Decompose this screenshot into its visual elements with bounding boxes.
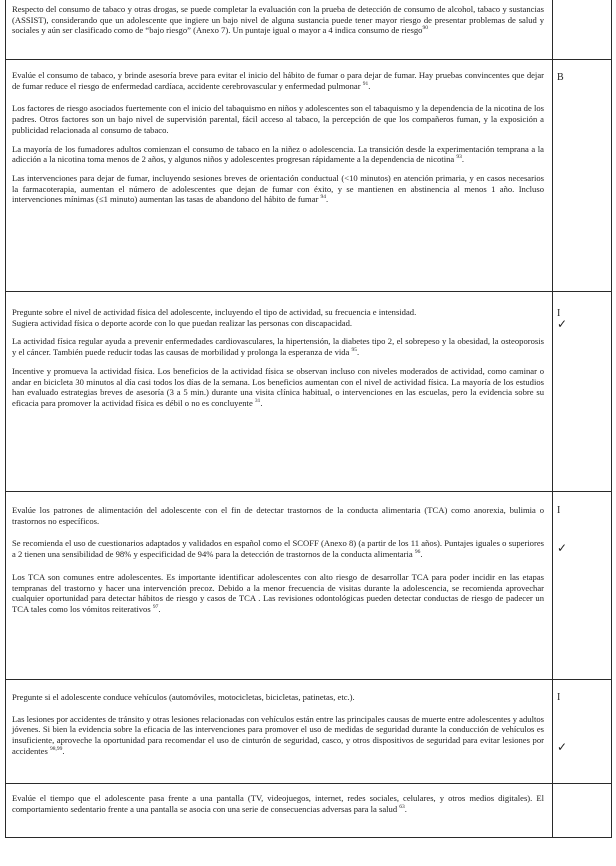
check-icon: ✓ — [557, 541, 568, 555]
check-icon: ✓ — [557, 317, 568, 331]
recommendation-text: Evalúe el consumo de tabaco, y brinde asesoría breve para evitar el inicio del hábito de fumar o para dejar de fumar. Hay pruebas convincentes que dejar de fumar reduce el riesgo de enfermedad cardíaca, accidente cerebrovascular y enfermedad pulmonar $^{91}$. Los factores de riesgo asociados fuertemente con el inicio del tabaquismo en niños y adolescentes son el tabaquismo y la dependencia de la nicotina de los padres. Otros factores son un bajo nivel de supervisión parental, fácil acceso al tabaco, la percepción de que los compañeros fuman, y la exposición a publicidad relacionada al consumo de tabaco. La mayoría de los fumadores adultos comienzan el consumo de tabaco en la niñez o adolescencia. La transición desde la experimentación temprana a la adicción a la nicotina toma menos de 2 años, y algunos niños y adolescentes progresan rápidamente a la dependencia de nicotina $^{93}$. Las intervenciones para dejar de fumar, incluyendo sesiones breves de orientación conductual (<10 minutos) en atención primaria, y en casos necesarios la farmacoterapia, aumentan el número de adolescentes que dejan de fumar con éxito, y se mantienen en abstinencia al menos 1 año. Incluso intervenciones mínimas (≤1 minuto) aumentan las tasas de abandono del hábito de fumar $^{94}$. — [12, 70, 544, 205]
evidence-grade: B — [557, 72, 564, 83]
evidence-grade: I — [557, 505, 561, 516]
evidence-grade: I — [557, 692, 561, 703]
recommendation-text: Evalúe el tiempo que el adolescente pasa frente a una pantalla (TV, videojuegos, internet, redes sociales, celulares, y otros medios digitales). El comportamiento sedentario frente a una pantalla se asocia con una serie de consecuencias adversas para la salud $^{63}$. — [12, 793, 544, 814]
recommendation-text: Respecto del consumo de tabaco y otras drogas, se puede completar la evaluación con la prueba de detección de consumo de alcohol, tabaco y sustancias (ASSIST), considerando que un adolescente que ingiere un bajo nivel de alguna sustancia puede tener mayor riesgo de presentar problemas de salud y sociales y aún ser clasificado como de “bajo riesgo” (Anexo 7). Un puntaje igual o mayor a 4 indica consumo de riesgo$^{90}$ — [12, 4, 544, 36]
evidence-grade: I — [557, 308, 561, 319]
check-icon: ✓ — [557, 740, 568, 754]
recommendation-text: Pregunte sobre el nivel de actividad física del adolescente, incluyendo el tipo de actividad, su frecuencia e intensidad. Sugiera actividad física o deporte acorde con lo que puedan realizar las personas con discapacidad. La actividad física regular ayuda a prevenir enfermedades cardiovasculares, la hipertensión, la diabetes tipo 2, el sobrepeso y la obesidad, la osteoporosis y el cáncer. También puede reducir todas las causas de morbilidad y prolonga la esperanza de vida $^{95}$. Incentive y promueva la actividad física. Los beneficios de la actividad física se observan incluso con niveles moderados de actividad, como caminar o andar en bicicleta 30 minutos al día casi todos los días de la semana. Los beneficios aumentan con el nivel de actividad física. La mayoría de los estudios han evaluado estrategias breves de asesoría (3 a 5 min.) durante una visita clínica habitual, o intervenciones en las escuelas, pero la evidencia sobre su eficacia para promover la actividad física es débil o no es concluyente $^{31}$. — [12, 307, 544, 408]
recommendation-text: Evalúe los patrones de alimentación del adolescente con el fin de detectar trastornos de la conducta alimentaria (TCA) como anorexia, bulimia o trastornos no específicos. Se recomienda el uso de cuestionarios adaptados y validados en español como el SCOFF (Anexo 8) (a partir de los 11 años). Puntajes iguales o superiores a 2 tienen una sensibilidad de 98% y especificidad de 94% para la detección de trastornos de la conducta alimentaria $^{96}$. Los TCA son comunes entre adolescentes. Es importante identificar adolescentes con alto riesgo de desarrollar TCA para poder incidir en las etapas tempranas del trastorno y hacer una intervención precoz. Debido a la menor frecuencia de visitas durante la adolescencia, se recomienda aprovechar cualquier oportunidad para detectar hábitos de riesgo y casos de TCA . Las revisiones odontológicas pueden detectar conductas de riesgo de padecer un TCA tales como los vómitos reiterativos $^{97}$. — [12, 505, 544, 614]
recommendation-text: Pregunte si el adolescente conduce vehículos (automóviles, motocicletas, bicicletas, patinetas, etc.). Las lesiones por accidentes de tránsito y otras lesiones relacionadas con vehículos están entre las principales causas de muerte entre adolescentes y adultos jóvenes. Si bien la evidencia sobre la eficacia de las intervenciones para promover el uso de medidas de seguridad durante la conducción de vehículos es insuficiente, aproveche la oportunidad para recomendar el uso de cinturón de seguridad, casco, y otros dispositivos de seguridad para evitar lesiones por accidentes $^{98,99}$. — [12, 692, 544, 756]
